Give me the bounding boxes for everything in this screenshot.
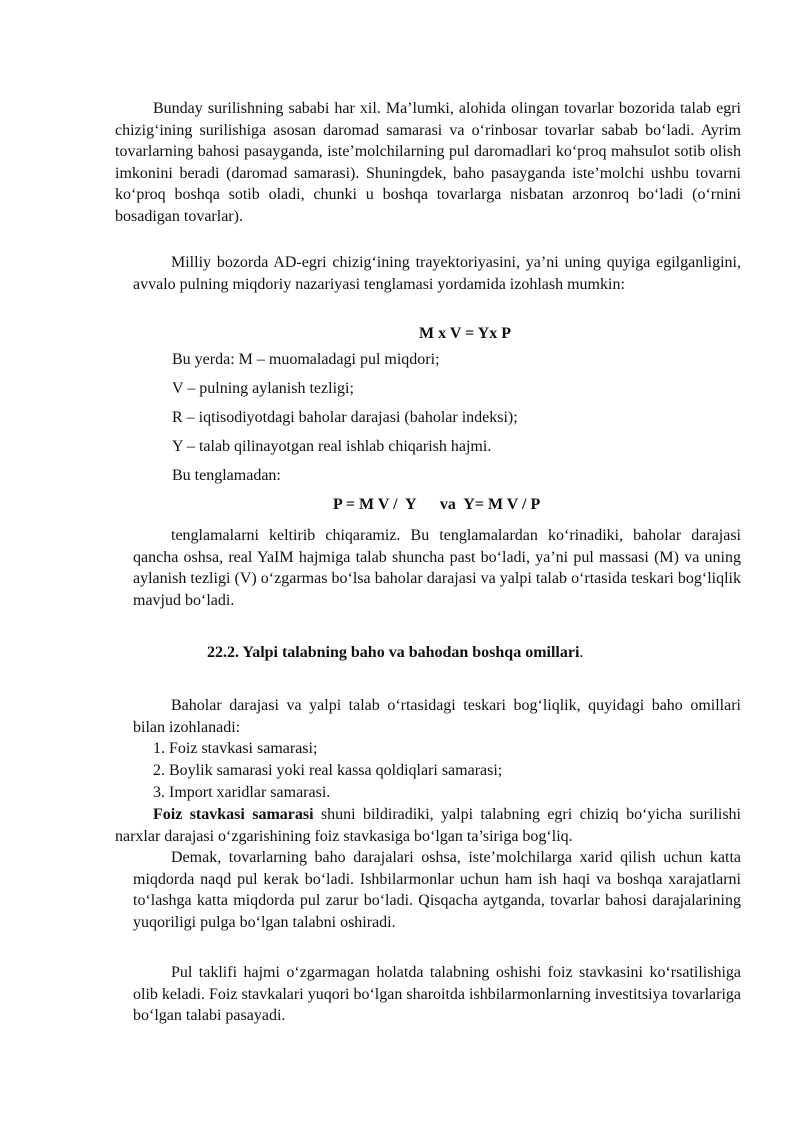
term-interest-rate-effect: Foiz stavkasi samarasi [153, 806, 314, 823]
paragraph-investment-demand: Pul taklifi hajmi o‘zgarmagan holatda talabning oshishi foiz stavkasini ko‘rsatilishiga olib keladi. Foiz stavkalari yuqori bo‘lgan sharoitda ishbilarmonlarning investitsiya tovarlariga bo‘lgan talabi pasayadi. [133, 964, 741, 1024]
section-heading-title: 22.2. Yalpi talabning baho va bahodan boshqa omillari [207, 644, 580, 661]
section-heading [207, 642, 767, 664]
paragraph-interest-rate-effect [115, 804, 741, 847]
paragraph-inverse-relationship: tenglamalarni keltirib chiqaramiz. Bu tenglamalardan ko‘rinadiki, baholar darajasi qancha oshsa, real YaIM hajmiga talab shuncha past bo‘ladi, ya’ni pul massasi (M) va uning aylanish tezligi (V) o‘zgarmas bo‘lsa baholar darajasi va yalpi talab o‘rtasida teskari bog‘liqlik mavjud bo‘ladi. [133, 527, 741, 609]
definition-v: V – pulning aylanish tezligi; [172, 380, 354, 397]
paragraph-demand-shift-reasons: Bunday surilishning sababi har xil. Ma’lumki, alohida olingan tovarlar bozorida talab egri chizig‘ining surilishiga asosan daromad samarasi va o‘rinbosar tovarlar sabab bo‘ladi. Ayrim tovarlarning bahosi pasayganda, iste’molchilarning pul daromadlari ko‘proq mahsulot sotib olish imkonini beradi (daromad samarasi). Shuningdek, baho pasayganda iste’molchi ushbu tovarni ko‘proq boshqa sotib oladi, chunki u boshqa tovarlarga nisbatan arzonroq bo‘ladi (o‘rnini bosadigan tovarlar). [115, 100, 741, 225]
paragraph-ad-curve-trajectory: Milliy bozorda AD-egri chizig‘ining trayektoriyasini, ya’ni uning quyiga egilganligini, avvalo pulning miqdoriy nazariyasi tenglamasi yordamida izohlash mumkin: [133, 254, 741, 293]
definition-r: R – iqtisodiyotdagi baholar darajasi (baholar indeksi); [172, 409, 518, 426]
equation-quantity-theory: M x V = Yx P [419, 325, 511, 342]
definition-m: Bu yerda: M – muomaladagi pul miqdori; [172, 351, 440, 368]
from-equation-label: Bu tenglamadan: [172, 467, 281, 484]
list-item-wealth-effect: 2. Boylik samarasi yoki real kassa qoldiqlari samarasi; [153, 762, 503, 779]
definition-y: Y – talab qilinayotgan real ishlab chiqarish hajmi. [172, 438, 492, 455]
paragraph-money-demand: Demak, tovarlarning baho darajalari oshsa, iste’molchilarga xarid qilish uchun katta miqdorda naqd pul kerak bo‘ladi. Ishbilarmonlar uchun ham ish haqi va boshqa xarajatlarni to‘lashga katta miqdorda pul zarur bo‘ladi. Qisqacha aytganda, tovarlar bahosi darajalarining yuqoriligi pulga bo‘lgan talabni oshiradi. [133, 849, 741, 931]
list-item-interest-rate: 1. Foiz stavkasi samarasi; [153, 740, 318, 757]
paragraph-price-factors: Baholar darajasi va yalpi talab o‘rtasidagi teskari bog‘liqlik, quyidagi baho omillari bilan izohlanadi: [133, 697, 741, 736]
section-heading-dot: . [579, 644, 584, 661]
paragraph-interest-rate-effect-text: shuni bildiradiki, yalpi talabning egri chiziq bo‘yicha surilishi narxlar darajasi o‘zgarishining foiz stavkasiga bo‘lgan ta’siriga bog‘liq. [115, 806, 741, 845]
list-item-import-effect: 3. Import xaridlar samarasi. [153, 784, 331, 801]
equation-derived: P = M V / Y va Y= M V / P [333, 496, 541, 513]
